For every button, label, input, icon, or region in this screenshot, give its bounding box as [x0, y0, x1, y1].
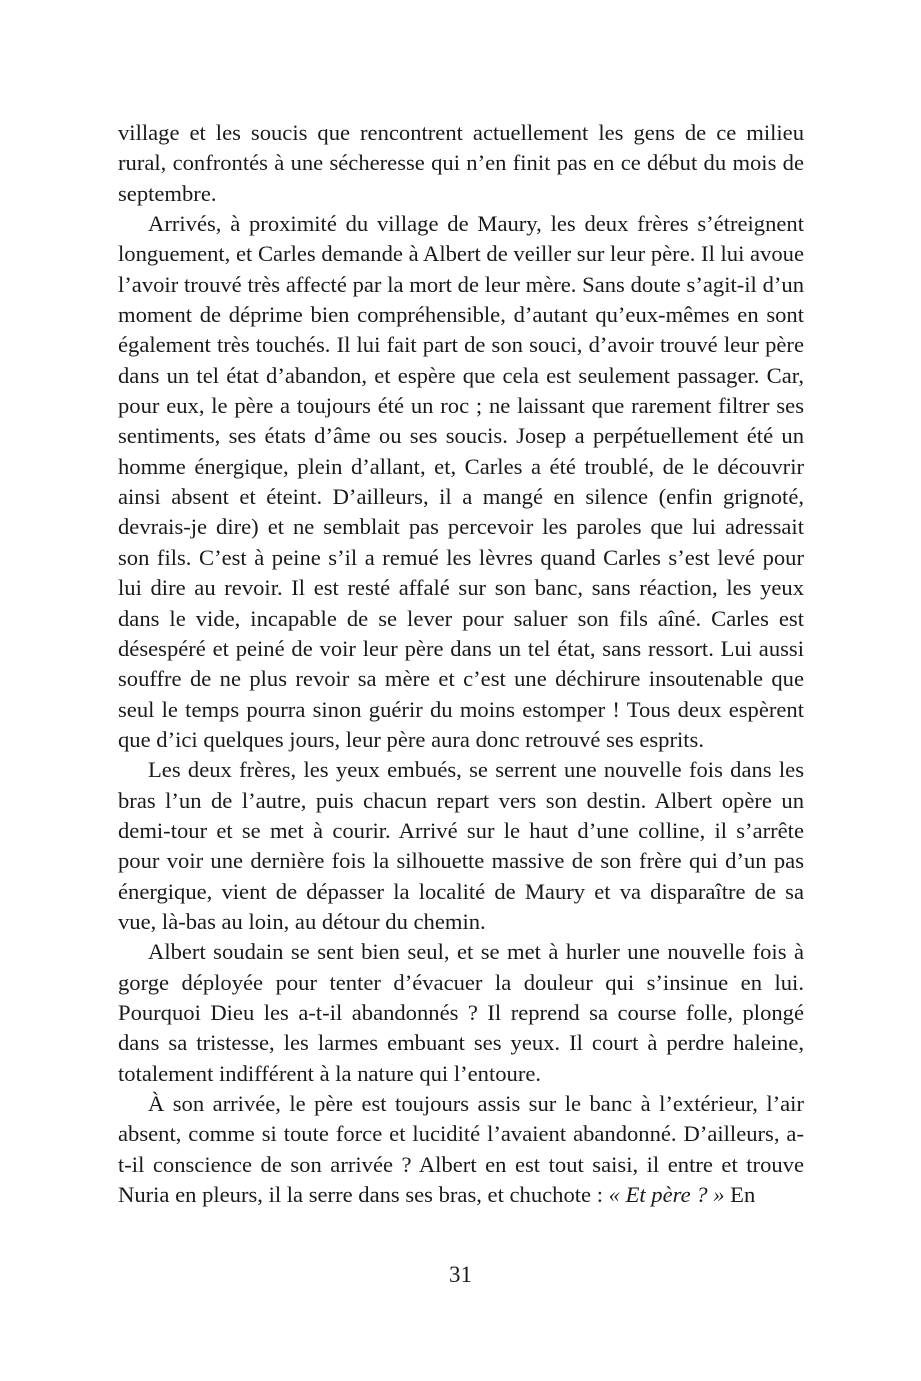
- page-body: [118, 118, 804, 1210]
- paragraph-5-text: À son arrivée, le père est toujours assis sur le banc à l’extérieur, l’air absent, comme si toute force et lucidité l’avaient abandonné. D’ailleurs, a-t-il conscience de son arrivée ? Albert en est tout saisi, il entre et trouve Nuria en pleurs, il la serre dans ses bras, et chuchote :: [118, 1091, 804, 1208]
- paragraph-4: Albert soudain se sent bien seul, et se met à hurler une nouvelle fois à gorge déployée pour tenter d’évacuer la douleur qui s’insinue en lui. Pourquoi Dieu les a-t-il abandonnés ? Il reprend sa course folle, plongé dans sa tristesse, les larmes embuant ses yeux. Il court à perdre haleine, totalement indifférent à la nature qui l’entoure.: [118, 939, 804, 1086]
- paragraph-1: village et les soucis que rencontrent actuellement les gens de ce milieu rural, confrontés à une sécheresse qui n’en finit pas en ce début du mois de septembre.: [118, 120, 804, 206]
- page-number: 31: [449, 1262, 472, 1287]
- paragraph-2: Arrivés, à proximité du village de Maury, les deux frères s’étreignent longuement, et Carles demande à Albert de veiller sur leur père. Il lui avoue l’avoir trouvé très affecté par la mort de leur mère. Sans doute s’agit-il d’un moment de déprime bien compréhensible, d’autant qu’eux-mêmes en sont également très touchés. Il lui fait part de son souci, d’avoir trouvé leur père dans un tel état d’abandon, et espère que cela est seulement passager. Car, pour eux, le père a toujours été un roc ; ne laissant que rarement filtrer ses sentiments, ses états d’âme ou ses soucis. Josep a perpétuellement été un homme énergique, plein d’allant, et, Carles a été troublé, de le découvrir ainsi absent et éteint. D’ailleurs, il a mangé en silence (enfin grignoté, devrais-je dire) et ne semblait pas percevoir les paroles que lui adressait son fils. C’est à peine s’il a remué les lèvres quand Carles s’est levé pour lui dire au revoir. Il est resté affalé sur son banc, sans réaction, les yeux dans le vide, incapable de se lever pour saluer son fils aîné. Carles est désespéré et peiné de voir leur père dans un tel état, sans ressort. Lui aussi souffre de ne plus revoir sa mère et c’est une déchirure insoutenable que seul le temps pourra sinon guérir du moins estomper ! Tous deux espèrent que d’ici quelques jours, leur père aura donc retrouvé ses esprits.: [118, 211, 804, 752]
- paragraph-5-quote: « Et père ? »: [608, 1182, 725, 1208]
- paragraph-5-tail: En: [724, 1182, 756, 1208]
- paragraph-3: Les deux frères, les yeux embués, se serrent une nouvelle fois dans les bras l’un de l’autre, puis chacun repart vers son destin. Albert opère un demi-tour et se met à courir. Arrivé sur le haut d’une colline, il s’arrête pour voir une dernière fois la silhouette massive de son frère qui d’un pas énergique, vient de dépasser la localité de Maury et va disparaître de sa vue, là-bas au loin, au détour du chemin.: [118, 757, 804, 934]
- paragraph-5: [118, 1089, 804, 1210]
